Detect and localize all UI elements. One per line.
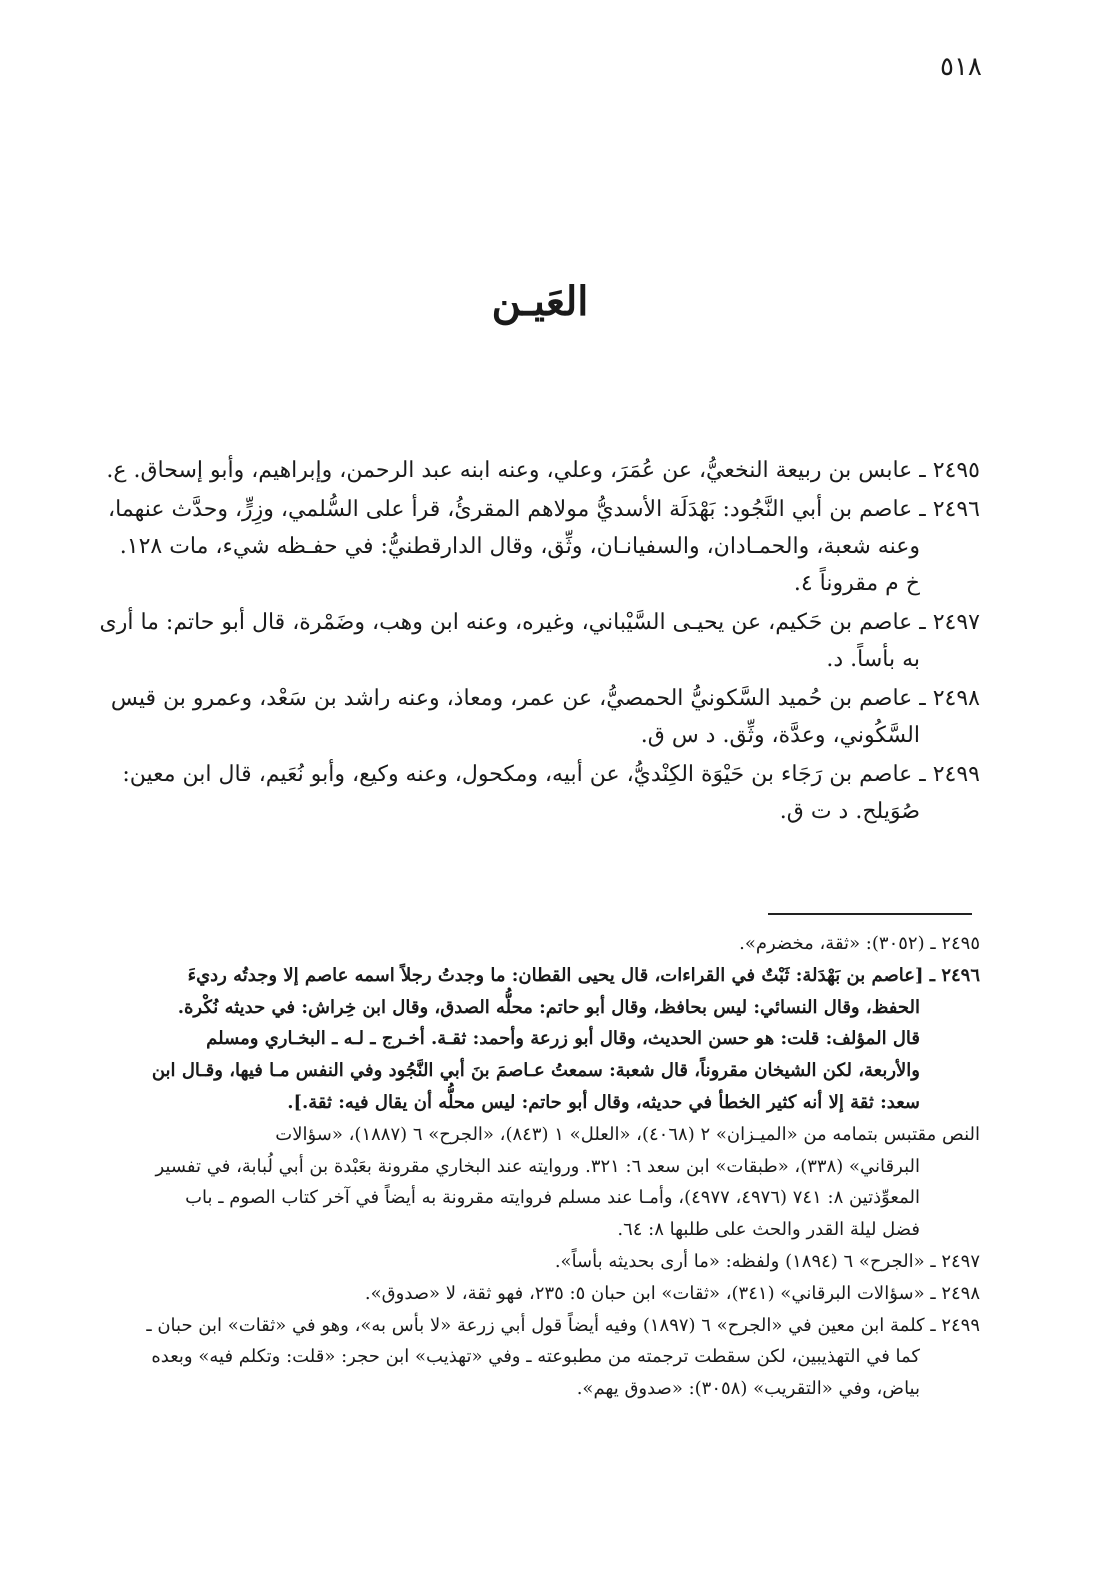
entry-line: خ م مقروناً ٤. [793, 571, 920, 596]
footnote-line: بياض، وفي «التقريب» (٣٠٥٨): «صدوق يهم». [576, 1378, 920, 1400]
footnote-line: والأربعة، لكن الشيخان مقروناً، قال شعبة: سمعتُ عـاصمَ بنَ أبي النَّجُود وفي النفس مـا فيها، وقـال ابن [151, 1060, 920, 1082]
entry-line: ٢٤٩٧ ـ عاصم بن حَكيم، عن يحيـى السَّيْباني، وغيره، وعنه ابن وهب، وضَمْرة، قال أبو حاتم: ما أرى [99, 610, 980, 635]
entry-line: به بأساً. د. [826, 647, 920, 672]
main-entries [20, 452, 980, 832]
footnote-line: فضل ليلة القدر والحث على طلبها ٨: ٦٤. [617, 1219, 920, 1241]
footnote [20, 1119, 980, 1246]
footnote-line: سعد: ثقة إلا أنه كثير الخطأ في حديثه، وقال أبو حاتم: ليس محلُّه أن يقال فيه: ثقة.]. [287, 1091, 920, 1113]
footnote-line: النص مقتبس بتمامه من «الميـزان» ٢ (٤٠٦٨)، «العلل» ١ (٨٤٣)، «الجرح» ٦ (١٨٨٧)، «سؤالات [275, 1123, 980, 1145]
footnote [20, 1310, 980, 1405]
footnote-line: ٢٤٩٩ ـ كلمة ابن معين في «الجرح» ٦ (١٨٩٧) وفيه أيضاً قول أبي زرعة «لا بأس به»، وهو في «ثقات» ابن حبان ـ [146, 1314, 980, 1336]
entry-line: صُوَيلح. د ت ق. [779, 799, 920, 824]
biography-entry [20, 491, 980, 602]
entry-line: ٢٤٩٨ ـ عاصم بن حُميد السَّكونيُّ الحمصيُّ، عن عمر، ومعاذ، وعنه راشد بن سَعْد، وعمرو بن قيس [110, 686, 980, 711]
entry-line: وعنه شعبة، والحمـادان، والسفيانـان، وثِّق، وقال الدارقطنيُّ: في حفـظه شيء، مات ١٢٨. [119, 534, 920, 559]
footnote-line: ٢٤٩٨ ـ «سؤالات البرقاني» (٣٤١)، «ثقات» ابن حبان ٥: ٢٣٥، فهو ثقة، لا «صدوق». [364, 1282, 980, 1304]
entry-line: ٢٤٩٩ ـ عاصم بن رَجَاء بن حَيْوَة الكِنْديُّ، عن أبيه، ومكحول، وعنه وكيع، وأبو نُعَيم، قال ابن معين: [122, 762, 980, 787]
footnote-line: البرقاني» (٣٣٨)، «طبقات» ابن سعد ٦: ٣٢١. وروايته عند البخاري مقرونة بعَبْدة بن أبي لُبابة، في تفسير [155, 1155, 920, 1177]
entry-line: ٢٤٩٥ ـ عابس بن ربيعة النخعيُّ، عن عُمَرَ، وعلي، وعنه ابنه عبد الرحمن، وإبراهيم، وأبو إسحاق. ع. [106, 458, 980, 483]
footnote [20, 928, 980, 960]
footnote-line: قال المؤلف: قلت: هو حسن الحديث، وقال أبو زرعة وأحمد: ثقـة. أخـرج ـ لـه ـ البخـاري ومسلم [206, 1028, 920, 1050]
footnotes [20, 928, 980, 1405]
footnote [20, 960, 980, 1119]
footnote-line: ٢٤٩٦ ـ [عاصم بن بَهْدَلة: ثَبْتٌ في القراءات، قال يحيى القطان: ما وجدتُ رجلاً اسمه عاصم إلا وجدتُه رديءَ [187, 964, 980, 986]
footnote-divider [768, 913, 972, 915]
footnote-line: ٢٤٩٧ ـ «الجرح» ٦ (١٨٩٤) ولفظه: «ما أرى بحديثه بأساً». [554, 1250, 980, 1272]
section-title: العَيـن [491, 278, 589, 325]
footnote [20, 1278, 980, 1310]
footnote-line: المعوِّذتين ٨: ٧٤١ (٤٩٧٦، ٤٩٧٧)، وأمـا عند مسلم فروايته مقرونة به أيضاً في آخر كتاب الصوم ـ باب [185, 1187, 920, 1209]
biography-entry [20, 680, 980, 754]
footnote [20, 1246, 980, 1278]
footnote-line: ٢٤٩٥ ـ (٣٠٥٢): «ثقة، مخضرم». [739, 933, 980, 954]
biography-entry [20, 604, 980, 678]
entry-line: السَّكُوني، وعدَّة، وثِّق. د س ق. [640, 723, 920, 748]
biography-entry [20, 452, 980, 489]
footnote-line: كما في التهذيبين، لكن سقطت ترجمته من مطبوعته ـ وفي «تهذيب» ابن حجر: «قلت: وتكلم فيه» وبعده [151, 1346, 920, 1368]
footnote-line: الحفظ، وقال النسائي: ليس بحافظ، وقال أبو حاتم: محلُّه الصدق، وقال ابن خِراش: في حديثه نُكْرة. [177, 996, 920, 1018]
entry-line: ٢٤٩٦ ـ عاصم بن أبي النَّجُود: بَهْدَلَة الأسديُّ مولاهم المقرئُ، قرأ على السُّلمي، وزِرٍّ، وحدَّث عنهما، [108, 497, 980, 522]
page-number: ٥١٨ [940, 52, 982, 82]
biography-entry [20, 756, 980, 830]
